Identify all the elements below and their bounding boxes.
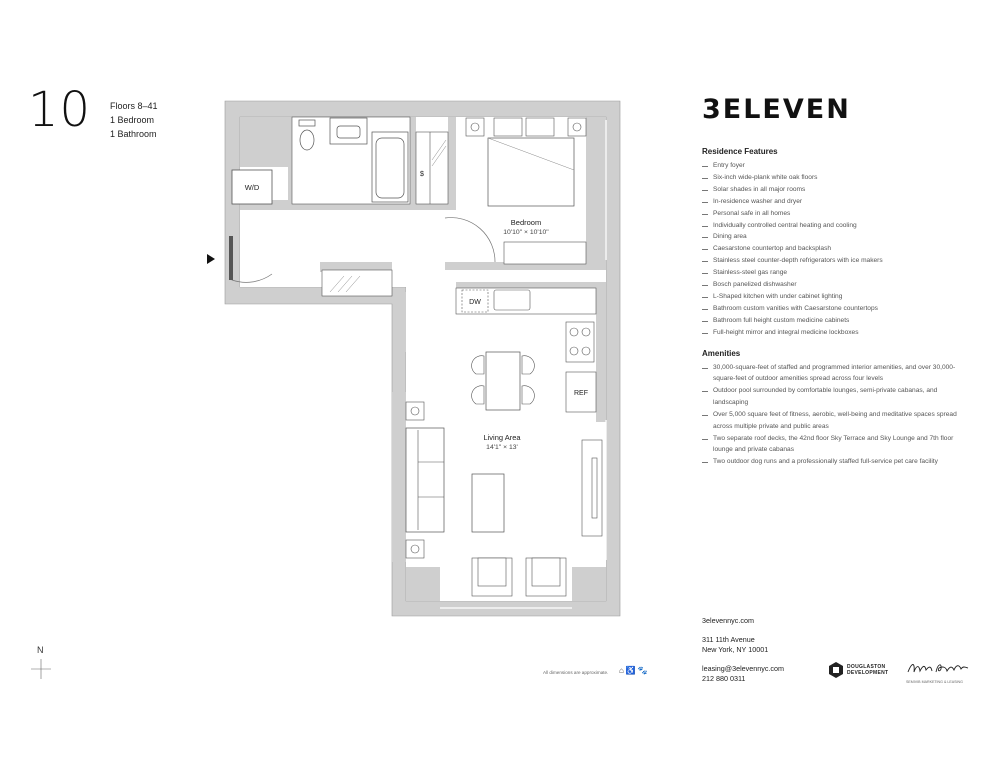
wall-block-living-left bbox=[392, 392, 406, 562]
feature-item: Caesarstone countertop and backsplash bbox=[702, 243, 967, 255]
north-label: N bbox=[37, 645, 44, 655]
bed bbox=[488, 138, 574, 206]
amenity-item: Outdoor pool surrounded by comfortable lounges, semi-private cabanas, and landscaping bbox=[702, 385, 967, 408]
wall-block-bedroom-right bbox=[586, 117, 606, 267]
unit-floors: Floors 8–41 bbox=[110, 101, 158, 111]
accessible-icon: ♿ bbox=[625, 666, 638, 675]
feature-item: Stainless steel counter-depth refrigerators with ice makers bbox=[702, 255, 967, 267]
wall-block-kitchen-left bbox=[402, 292, 406, 352]
features-panel bbox=[702, 147, 967, 468]
coffee-table bbox=[472, 474, 504, 532]
feature-item: Stainless-steel gas range bbox=[702, 267, 967, 279]
bedroom-name: Bedroom bbox=[510, 218, 542, 227]
entry-arrow bbox=[207, 254, 215, 264]
hall-closet bbox=[322, 270, 392, 296]
developer-logo bbox=[829, 662, 888, 678]
feature-item: Six-inch wide-plank white oak floors bbox=[702, 172, 967, 184]
feature-item: In-residence washer and dryer bbox=[702, 196, 967, 208]
amenity-item: 30,000-square-feet of staffed and programmed interior amenities, and over 30,000-square-feet of outdoor amenities spread across four levels bbox=[702, 362, 967, 385]
feature-item: Solar shades in all major rooms bbox=[702, 184, 967, 196]
wall-block-living-bottom bbox=[406, 567, 440, 601]
sofa bbox=[406, 428, 444, 532]
wd-label: W/D bbox=[244, 183, 260, 192]
feature-item: Bosch panelized dishwasher bbox=[702, 279, 967, 291]
feature-item: Entry foyer bbox=[702, 160, 967, 172]
dresser bbox=[504, 242, 586, 264]
feature-item: Personal safe in all homes bbox=[702, 208, 967, 220]
kitchen-sink bbox=[494, 290, 530, 310]
feature-item: Individually controlled central heating and cooling bbox=[702, 220, 967, 232]
range bbox=[566, 322, 594, 362]
dining-table bbox=[486, 352, 520, 410]
developer-mark-icon bbox=[829, 662, 843, 678]
badges bbox=[619, 666, 650, 675]
compass-cross-icon bbox=[30, 645, 54, 679]
amenity-item: Two separate roof decks, the 42nd floor Sky Terrace and Sky Lounge and 7th floor lounge and private cabanas bbox=[702, 433, 967, 456]
address-line2: New York, NY 10001 bbox=[702, 645, 769, 654]
unit-number: 10 bbox=[28, 82, 92, 138]
amenity-item: Two outdoor dog runs and a professionally staffed full-service pet care facility bbox=[702, 456, 967, 468]
feature-item: Bathroom custom vanities with Caesarstone countertops bbox=[702, 303, 967, 315]
phone-number: 212 880 0311 bbox=[702, 674, 746, 683]
email-link[interactable]: leasing@3elevennyc.com bbox=[702, 663, 785, 673]
brand-logo: 3ELEVEN bbox=[702, 94, 851, 125]
signature-icon bbox=[906, 660, 970, 676]
feature-item: L-Shaped kitchen with under cabinet lighting bbox=[702, 291, 967, 303]
equal-housing-icon: ⌂ bbox=[619, 666, 626, 675]
bedroom-dims: 10'10" × 10'10" bbox=[503, 229, 549, 236]
features-title: Residence Features bbox=[702, 147, 778, 156]
developer-line1: DOUGLASTON bbox=[847, 664, 886, 670]
feature-item: Full-height mirror and integral medicine lockboxes bbox=[702, 327, 967, 339]
signature-logo bbox=[906, 660, 970, 684]
dimensions-disclaimer: All dimensions are approximate. bbox=[543, 670, 609, 675]
north-compass bbox=[30, 645, 54, 679]
signature-sub: SEMIVIB MARKETING & LEASING bbox=[906, 680, 963, 684]
living-name: Living Area bbox=[483, 433, 521, 442]
amenity-item: Over 5,000 square feet of fitness, aerobic, well-being and meditative spaces spread across multiple private and public areas bbox=[702, 409, 967, 432]
dw-label: DW bbox=[469, 299, 481, 306]
website-link[interactable]: 3elevennyc.com bbox=[702, 616, 754, 625]
feature-item: Bathroom full height custom medicine cabinets bbox=[702, 315, 967, 327]
features-list bbox=[702, 160, 967, 339]
unit-bathrooms: 1 Bathroom bbox=[110, 129, 157, 139]
closet-safe bbox=[416, 132, 448, 204]
safe-label: $ bbox=[420, 171, 424, 178]
pet-friendly-icon: 🐾 bbox=[637, 666, 650, 675]
feature-item: Dining area bbox=[702, 231, 967, 243]
contact-block bbox=[702, 616, 784, 685]
ref-label: REF bbox=[574, 390, 588, 397]
amenities-list bbox=[702, 362, 967, 468]
wall-block-left bbox=[240, 117, 290, 167]
amenities-title: Amenities bbox=[702, 348, 741, 358]
developer-line2: DEVELOPMENT bbox=[847, 670, 889, 676]
toilet bbox=[300, 130, 314, 150]
wall-block-living-br bbox=[572, 567, 606, 601]
address-line1: 311 11th Avenue bbox=[702, 634, 755, 644]
living-dims: 14'1" × 13' bbox=[486, 444, 518, 451]
unit-bedrooms: 1 Bedroom bbox=[110, 115, 155, 125]
